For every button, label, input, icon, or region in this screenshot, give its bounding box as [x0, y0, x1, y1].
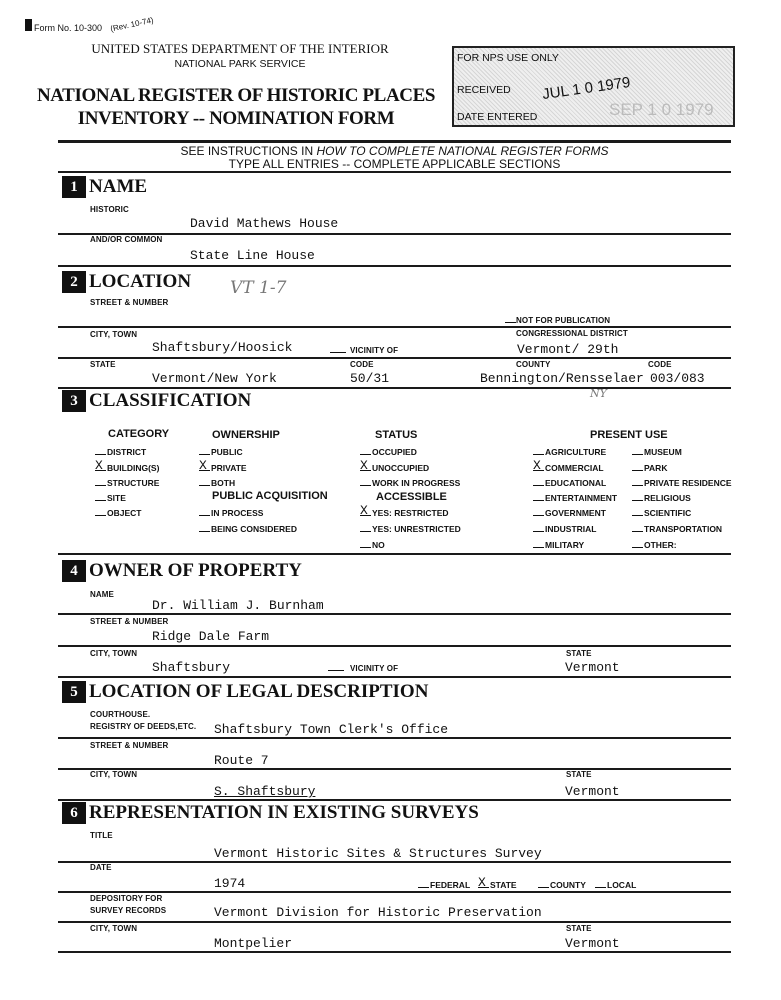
- not-for-publication-label: NOT FOR PUBLICATION: [516, 316, 611, 325]
- city-value: Shaftsbury/Hoosick: [152, 340, 293, 355]
- owner-street-label: STREET & NUMBER: [90, 617, 169, 626]
- department: UNITED STATES DEPARTMENT OF THE INTERIOR: [91, 41, 389, 56]
- courthouse-value: Shaftsbury Town Clerk's Office: [214, 722, 449, 737]
- received-stamp: JUL 1 0 1979: [541, 73, 632, 104]
- blank-line: [418, 879, 429, 888]
- checkbox-label: IN PROCESS: [211, 508, 264, 518]
- owner-state-label: STATE: [566, 649, 592, 658]
- checkbox-park[interactable]: [632, 462, 667, 473]
- instructions-line2: TYPE ALL ENTRIES -- COMPLETE APPLICABLE SECTIONS: [228, 157, 561, 171]
- checkbox-label: PRIVATE RESIDENCE: [644, 478, 732, 488]
- checkbox-label: GOVERNMENT: [545, 508, 606, 518]
- x-mark-icon: X: [199, 458, 207, 473]
- registry-label: REGISTRY OF DEEDS,ETC.: [90, 722, 197, 731]
- historic-value: David Mathews House: [190, 216, 339, 231]
- checkbox-label: INDUSTRIAL: [545, 524, 597, 534]
- divider: [58, 861, 731, 863]
- legal-street-value: Route 7: [214, 753, 269, 768]
- checkbox-no[interactable]: [360, 539, 385, 550]
- checkbox-label: BOTH: [211, 478, 236, 488]
- instructions-prefix: SEE INSTRUCTIONS IN: [180, 144, 317, 158]
- checkbox-industrial[interactable]: [533, 523, 596, 534]
- blank-line: [199, 523, 210, 532]
- instructions-line1: [58, 144, 731, 158]
- checkbox-label: YES: UNRESTRICTED: [372, 524, 461, 534]
- acquisition-heading: PUBLIC ACQUISITION: [212, 490, 328, 502]
- checkbox-private[interactable]: [199, 458, 247, 473]
- street-label: STREET & NUMBER: [90, 298, 169, 307]
- checkbox-label: LOCAL: [607, 880, 637, 890]
- checkbox-other[interactable]: [632, 539, 677, 550]
- nps-heading: FOR NPS USE ONLY: [457, 52, 559, 64]
- category-heading: CATEGORY: [108, 428, 170, 440]
- service: NATIONAL PARK SERVICE: [174, 58, 306, 70]
- x-mark-icon: X: [478, 875, 486, 890]
- legal-street-label: STREET & NUMBER: [90, 741, 169, 750]
- divider: [58, 387, 731, 389]
- city-label: CITY, TOWN: [90, 330, 138, 339]
- blank-line: [533, 446, 544, 455]
- divider: [58, 171, 731, 173]
- checkbox-commercial[interactable]: [533, 458, 604, 473]
- code-value: 50/31: [350, 371, 390, 386]
- blank-line: [95, 492, 106, 501]
- checkbox-label: OTHER:: [644, 540, 677, 550]
- common-label: AND/OR COMMON: [90, 235, 163, 244]
- owner-state-value: Vermont: [565, 660, 620, 675]
- section-title-classification: CLASSIFICATION: [89, 390, 252, 411]
- section-title-surveys: REPRESENTATION IN EXISTING SURVEYS: [89, 802, 479, 823]
- blank-line: [533, 492, 544, 501]
- divider: [58, 951, 731, 953]
- section-number: 5: [62, 681, 86, 703]
- x-mark-icon: X: [95, 458, 103, 473]
- blank-line: [538, 879, 549, 888]
- state-value: Vermont/New York: [152, 371, 277, 386]
- divider: [58, 613, 731, 615]
- checkbox-federal[interactable]: [418, 879, 470, 890]
- vicinity-of: [330, 347, 398, 355]
- historic-label: HISTORIC: [90, 205, 129, 214]
- status-heading: STATUS: [375, 429, 418, 441]
- checkbox-state[interactable]: [478, 875, 517, 890]
- legal-state-value: Vermont: [565, 784, 620, 799]
- legal-state-label: STATE: [566, 770, 592, 779]
- checkbox-scientific[interactable]: [632, 507, 691, 518]
- section-number: 2: [62, 271, 86, 293]
- owner-city-label: CITY, TOWN: [90, 649, 138, 658]
- legal-city-value: S. Shaftsbury: [214, 784, 316, 799]
- common-value: State Line House: [190, 248, 315, 263]
- checkbox-label: YES: RESTRICTED: [372, 508, 449, 518]
- checkbox-yes-unrestricted[interactable]: [360, 523, 461, 534]
- checkbox-label: BUILDING(S): [107, 463, 160, 473]
- code-label: CODE: [350, 360, 374, 369]
- cong-value: Vermont/ 29th: [517, 342, 619, 357]
- blank-line: [632, 462, 643, 471]
- blank-line: [533, 507, 544, 516]
- owner-city-value: Shaftsbury: [152, 660, 231, 675]
- section-number: 6: [62, 802, 86, 824]
- owner-vicinity-label: VICINITY OF: [350, 664, 399, 673]
- checkbox-label: BEING CONSIDERED: [211, 524, 297, 534]
- checkbox-label: AGRICULTURE: [545, 447, 607, 457]
- form-revision: (Rev. 10-74): [109, 15, 155, 34]
- blank-line: [632, 492, 643, 501]
- divider: [58, 768, 731, 770]
- survey-city-value: Montpelier: [214, 936, 293, 951]
- divider: [58, 891, 731, 893]
- depository-label1: DEPOSITORY FOR: [90, 894, 163, 903]
- checked-mark-icon: [360, 503, 371, 518]
- divider: [58, 326, 731, 328]
- checkbox-public[interactable]: [199, 446, 243, 457]
- checkbox-yes-restricted[interactable]: [360, 503, 449, 518]
- blank-line: [199, 477, 210, 486]
- form-title-line1: NATIONAL REGISTER OF HISTORIC PLACES: [36, 85, 436, 106]
- blank-line: [95, 446, 106, 455]
- checkbox-label: COMMERCIAL: [545, 463, 604, 473]
- checkbox-agriculture[interactable]: [533, 446, 606, 457]
- divider: [58, 676, 731, 678]
- blank-line: [360, 539, 371, 548]
- section-number: 4: [62, 560, 86, 582]
- x-mark-icon: X: [533, 458, 541, 473]
- cong-label: CONGRESSIONAL DISTRICT: [516, 329, 628, 338]
- ownership-heading: OWNERSHIP: [212, 429, 280, 441]
- checkbox-label: SCIENTIFIC: [644, 508, 692, 518]
- vicinity-label: VICINITY OF: [350, 346, 399, 355]
- form-mark: [25, 19, 32, 31]
- county-value: Bennington/Rensselaer: [480, 371, 644, 386]
- checkbox-label: OBJECT: [107, 508, 142, 518]
- checkbox-label: NO: [372, 540, 385, 550]
- x-mark-icon: X: [360, 503, 368, 518]
- checkbox-educational[interactable]: [533, 477, 606, 488]
- received-label: RECEIVED: [457, 84, 511, 96]
- checkbox-label: EDUCATIONAL: [545, 478, 607, 488]
- survey-city-label: CITY, TOWN: [90, 924, 138, 933]
- checkbox-label: MILITARY: [545, 540, 585, 550]
- section-number: 1: [62, 176, 86, 198]
- checkbox-label: TRANSPORTATION: [644, 524, 723, 534]
- present-use-heading: PRESENT USE: [590, 429, 668, 441]
- owner-name-value: Dr. William J. Burnham: [152, 598, 324, 613]
- checkbox-local[interactable]: [595, 879, 636, 890]
- blank-line: [199, 446, 210, 455]
- divider: [58, 921, 731, 923]
- checkbox-label: COUNTY: [550, 880, 586, 890]
- checkbox-label: OCCUPIED: [372, 447, 417, 457]
- checkbox-label: DISTRICT: [107, 447, 147, 457]
- owner-street-value: Ridge Dale Farm: [152, 629, 270, 644]
- accessible-heading: ACCESSIBLE: [376, 491, 447, 503]
- owner-name-label: NAME: [90, 590, 114, 599]
- checkbox-building-s[interactable]: [95, 458, 160, 473]
- checkbox-both[interactable]: [199, 477, 235, 488]
- handwritten-ny: NY: [590, 387, 607, 400]
- survey-date-value: 1974: [214, 876, 246, 891]
- survey-title-value: Vermont Historic Sites & Structures Survey: [214, 846, 542, 861]
- checkbox-religious[interactable]: [632, 492, 691, 503]
- divider: [58, 553, 731, 555]
- checkbox-label: UNOCCUPIED: [372, 463, 430, 473]
- checkbox-label: STRUCTURE: [107, 478, 160, 488]
- blank-line: [95, 507, 106, 516]
- section-title-owner: OWNER OF PROPERTY: [89, 560, 302, 581]
- checked-mark-icon: [360, 458, 371, 473]
- handwritten-note: VT 1-7: [230, 278, 287, 298]
- checkbox-label: SITE: [107, 493, 126, 503]
- checkbox-government[interactable]: [533, 507, 606, 518]
- divider: [58, 737, 731, 739]
- checkbox-occupied[interactable]: [360, 446, 417, 457]
- checkbox-label: PUBLIC: [211, 447, 243, 457]
- checkbox-object[interactable]: [95, 507, 141, 518]
- section-number: 3: [62, 390, 86, 412]
- divider: [58, 140, 731, 143]
- checkbox-label: ENTERTAINMENT: [545, 493, 618, 503]
- checkbox-label: PRIVATE: [211, 463, 247, 473]
- checkbox-unoccupied[interactable]: [360, 458, 430, 473]
- blank-line: [533, 539, 544, 548]
- not-for-publication: [505, 317, 610, 325]
- checkbox-military[interactable]: [533, 539, 584, 550]
- date-entered-stamp: SEP 1 0 1979: [609, 100, 714, 119]
- divider: [58, 799, 731, 801]
- blank-line: [360, 477, 371, 486]
- x-mark-icon: X: [360, 458, 368, 473]
- checkbox-being-considered[interactable]: [199, 523, 297, 534]
- legal-city-label: CITY, TOWN: [90, 770, 138, 779]
- checkbox-label: RELIGIOUS: [644, 493, 691, 503]
- courthouse-label: COURTHOUSE.: [90, 710, 151, 719]
- blank-line: [199, 507, 210, 516]
- survey-title-label: TITLE: [90, 831, 113, 840]
- state-label: STATE: [90, 360, 116, 369]
- checkbox-label: STATE: [490, 880, 517, 890]
- blank-line: [632, 477, 643, 486]
- blank-line: [632, 507, 643, 516]
- county-label: COUNTY: [516, 360, 551, 369]
- form-title-line2: INVENTORY -- NOMINATION FORM: [77, 108, 395, 129]
- checkbox-transportation[interactable]: [632, 523, 722, 534]
- blank-line: [360, 523, 371, 532]
- section-title-name: NAME: [89, 176, 148, 197]
- section-title-location: LOCATION: [89, 271, 192, 292]
- checked-mark-icon: [533, 458, 544, 473]
- checkbox-district[interactable]: [95, 446, 146, 457]
- checkbox-label: MUSEUM: [644, 447, 682, 457]
- checkbox-label: WORK IN PROGRESS: [372, 478, 461, 488]
- blank-line: [595, 879, 606, 888]
- blank-line: [533, 477, 544, 486]
- blank-line: [95, 477, 106, 486]
- checkbox-site[interactable]: [95, 492, 126, 503]
- blank-line: [632, 446, 643, 455]
- checked-mark-icon: [478, 875, 489, 890]
- divider: [58, 265, 731, 267]
- survey-state-value: Vermont: [565, 936, 620, 951]
- checkbox-county[interactable]: [538, 879, 586, 890]
- checked-mark-icon: [95, 458, 106, 473]
- nps-use-only-box: [452, 46, 735, 127]
- checked-mark-icon: [199, 458, 210, 473]
- county-code-value: 003/083: [650, 371, 705, 386]
- checkbox-work-in-progress[interactable]: [360, 477, 460, 488]
- instructions-title: HOW TO COMPLETE NATIONAL REGISTER FORMS: [316, 144, 609, 158]
- survey-date-label: DATE: [90, 863, 112, 872]
- form-number: Form No. 10-300: [34, 23, 103, 33]
- blank-line: [632, 539, 643, 548]
- checkbox-in-process[interactable]: [199, 507, 263, 518]
- depository-value: Vermont Division for Historic Preservation: [214, 905, 542, 920]
- checkbox-structure[interactable]: [95, 477, 159, 488]
- divider: [58, 357, 731, 359]
- owner-vicinity: [328, 665, 398, 673]
- checkbox-entertainment[interactable]: [533, 492, 617, 503]
- blank-line: [360, 446, 371, 455]
- checkbox-label: PARK: [644, 463, 668, 473]
- county-code-label: CODE: [648, 360, 672, 369]
- checkbox-private-residence[interactable]: [632, 477, 732, 488]
- checkbox-label: FEDERAL: [430, 880, 471, 890]
- blank-line: [632, 523, 643, 532]
- divider: [58, 645, 731, 647]
- blank-line: [533, 523, 544, 532]
- date-entered-label: DATE ENTERED: [457, 111, 538, 123]
- survey-state-label: STATE: [566, 924, 592, 933]
- section-title-legal: LOCATION OF LEGAL DESCRIPTION: [89, 681, 429, 702]
- checkbox-museum[interactable]: [632, 446, 682, 457]
- depository-label2: SURVEY RECORDS: [90, 906, 167, 915]
